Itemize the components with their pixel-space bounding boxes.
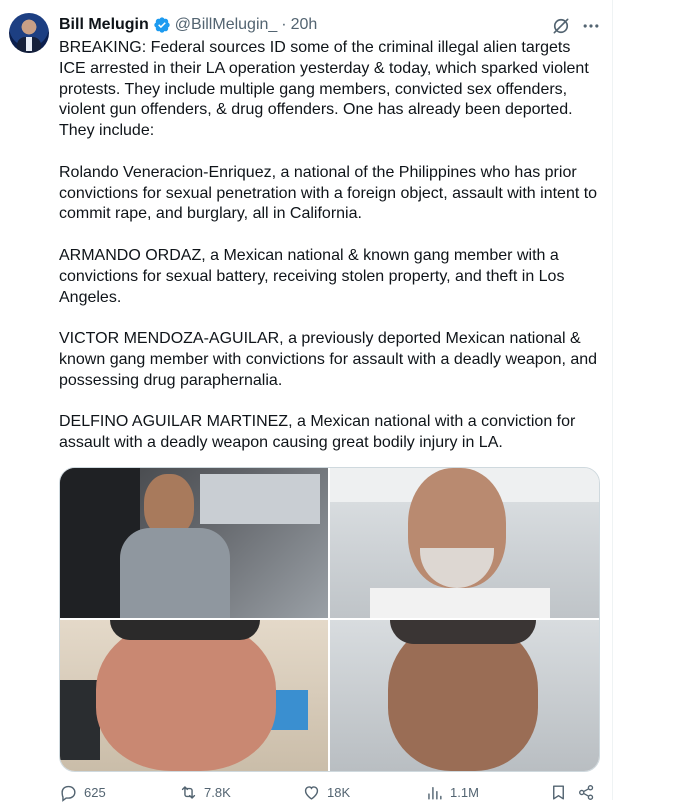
media-photo-1[interactable]	[60, 468, 328, 618]
media-photo-4[interactable]	[330, 620, 599, 771]
tweet-paragraph: Rolando Veneracion-Enriquez, a national of the Philippines who has prior convictions for sexual penetration with a foreign object, assault with intent to commit rape, and burglary, all in California.	[59, 163, 598, 223]
views-count: 1.1M	[450, 784, 479, 800]
repost-count: 7.8K	[204, 784, 231, 800]
person-face	[144, 474, 194, 536]
like-count: 18K	[327, 784, 351, 800]
person-hair	[390, 620, 536, 644]
like-button[interactable]	[302, 780, 350, 804]
timeline-column-divider	[612, 0, 613, 800]
media-grid	[59, 467, 600, 772]
tweet-paragraph: VICTOR MENDOZA-AGUILAR, a previously deported Mexican national & known gang member with convictions for assault with a deadly weapon, and possessing drug paraphernalia.	[59, 330, 598, 389]
person-shirt	[120, 528, 230, 618]
person-face	[96, 620, 276, 771]
monitor	[60, 680, 100, 760]
person-shirt	[370, 588, 550, 618]
person-hair	[110, 620, 260, 640]
repost-button[interactable]	[179, 780, 231, 804]
bookmark-button[interactable]	[549, 780, 574, 804]
grok-icon[interactable]	[551, 16, 571, 36]
more-icon[interactable]	[581, 16, 601, 36]
repost-icon	[179, 783, 198, 802]
tweet-text	[59, 38, 599, 475]
views-button[interactable]	[425, 780, 479, 804]
media-photo-3[interactable]	[60, 620, 328, 771]
tweet-paragraph: ARMANDO ORDAZ, a Mexican national & known gang member with a convictions for sexual battery, receiving stolen property, and theft in Los Angeles.	[59, 246, 565, 306]
share-icon	[577, 783, 596, 802]
reply-button[interactable]	[59, 780, 106, 804]
separator-dot: ·	[281, 16, 287, 33]
like-icon	[302, 783, 321, 802]
author-name[interactable]: Bill Melugin	[59, 16, 149, 33]
author-handle[interactable]: @BillMelugin_	[174, 16, 278, 33]
tweet-actions	[59, 780, 599, 804]
timestamp[interactable]: 20h	[290, 16, 318, 33]
avatar-shirt	[26, 37, 32, 51]
tweet-header	[59, 14, 317, 36]
share-button[interactable]	[577, 780, 602, 804]
media-photo-2[interactable]	[330, 468, 599, 618]
verified-badge-icon	[153, 16, 171, 34]
tweet-paragraph: DELFINO AGUILAR MARTINEZ, a Mexican national with a conviction for assault with a deadly weapon causing great bodily injury in LA.	[59, 413, 576, 452]
reply-icon	[59, 783, 78, 802]
reply-count: 625	[84, 784, 106, 800]
avatar[interactable]	[9, 13, 49, 53]
bookmark-icon	[549, 783, 568, 802]
car-window	[200, 474, 320, 524]
views-icon	[425, 783, 444, 802]
tweet-paragraph: BREAKING: Federal sources ID some of the criminal illegal alien targets ICE arrested in their LA operation yesterday & today, which sparked violent protests. They include multiple gang members, convicted sex offenders, violent gun offenders, & drug offenders. One has already been deported. They include:	[59, 39, 589, 140]
